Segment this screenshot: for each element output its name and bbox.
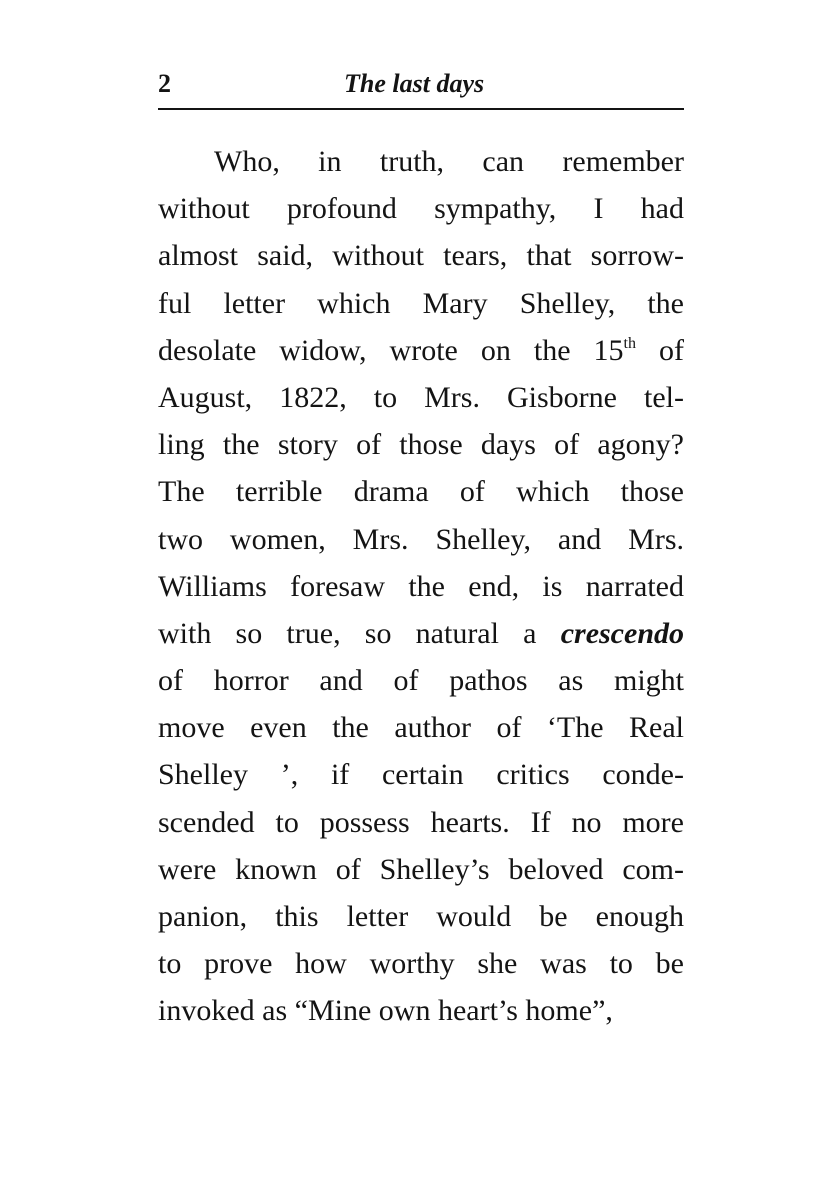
text-line: move even the author of ‘The Real — [158, 711, 684, 745]
superscript-ordinal: th — [623, 334, 636, 352]
text-line: to prove how worthy she was to be — [158, 947, 684, 981]
header-rule — [158, 108, 684, 110]
text-segment: with so true, so natural a — [158, 616, 561, 650]
text-line: ful letter which Mary Shelley, the — [158, 286, 684, 320]
text-line — [158, 610, 684, 657]
text-line: were known of Shelley’s beloved com- — [158, 852, 684, 886]
running-title: The last days — [344, 69, 485, 98]
text-line: August, 1822, to Mrs. Gisborne tel- — [158, 380, 684, 414]
text-segment: desolate widow, wrote on the 15 — [158, 333, 624, 367]
text-line: Shelley ’, if certain critics conde- — [158, 758, 684, 792]
text-line: of horror and of pathos as might — [158, 664, 684, 698]
text-line: without profound sympathy, I had — [158, 192, 684, 226]
text-line: almost said, without tears, that sorrow- — [158, 239, 684, 273]
text-line: panion, this letter would be enough — [158, 900, 684, 933]
text-line: ling the story of those days of agony? — [158, 428, 684, 462]
text-line: The terrible drama of which those — [158, 475, 684, 509]
body-paragraph — [158, 138, 684, 1035]
text-line — [158, 327, 684, 374]
text-line: Williams foresaw the end, is narrated — [158, 569, 684, 603]
italic-word: crescendo — [560, 616, 684, 650]
page-number: 2 — [158, 69, 171, 98]
text-segment: of — [635, 333, 684, 367]
text-line: Who, in truth, can remember — [214, 145, 684, 178]
text-line: scended to possess hearts. If no more — [158, 805, 684, 839]
text-line: invoked as “Mine own heart’s home”, — [158, 994, 613, 1028]
text-line: two women, Mrs. Shelley, and Mrs. — [158, 522, 684, 556]
page-header — [158, 66, 684, 106]
